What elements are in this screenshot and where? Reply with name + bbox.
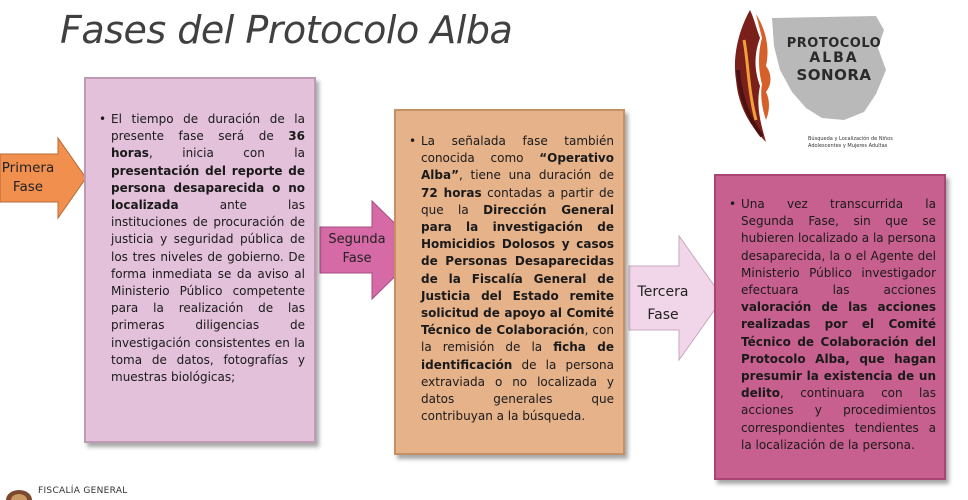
arrow-label-line2: Fase bbox=[12, 179, 44, 195]
bold-text-run: ficha de identificación bbox=[421, 340, 614, 372]
arrow-label-line1: Tercera bbox=[637, 284, 689, 300]
fase-3-description bbox=[714, 174, 946, 480]
footer bbox=[0, 486, 200, 498]
bold-text-run: “Operativo Alba” bbox=[421, 151, 614, 183]
arrow-label-line2: Fase bbox=[342, 251, 372, 266]
bold-text-run: 72 horas bbox=[421, 185, 482, 200]
bold-text-run: 36 horas bbox=[111, 129, 305, 161]
arrow-label-line1: Primera bbox=[1, 160, 55, 176]
arrow-tercera-fase bbox=[629, 236, 723, 360]
logo-caption-line2: Adolescentes y Mujeres Adultas bbox=[808, 143, 888, 149]
logo-caption-line1: Búsqueda y Localización de Niños bbox=[808, 136, 893, 142]
logo-text-protocolo: PROTOCOLO bbox=[786, 36, 882, 51]
bold-text-run: Dirección General para la investigación de Homicidios Dolosos y casos de Personas Desaparecidas de la Fiscalía General de Justicia del Estado remite solicitud de apoyo al Comité Técnico de Colaboración bbox=[421, 202, 615, 338]
text-run: La señalada fase también conocida como bbox=[421, 134, 614, 166]
footer-text: FISCALÍA GENERAL bbox=[38, 486, 128, 496]
arrow-primera-fase bbox=[0, 138, 86, 218]
text-run: , continuara con las acciones y procedimientos correspondientes tendientes a la localización de la persona. bbox=[741, 386, 936, 452]
fase-2-description bbox=[394, 109, 625, 455]
text-run: contadas a partir de que la bbox=[421, 185, 614, 217]
fase-1-bullet bbox=[111, 111, 305, 386]
text-run: , tiene una duración de bbox=[458, 168, 614, 183]
logo-text-sonora: SONORA bbox=[796, 66, 872, 84]
bold-text-run: valoración de las acciones realizadas por el Comité Técnico de Colaboración del Protocolo Alba, que hagan presumir la existencia de un delito bbox=[741, 300, 936, 401]
text-run: de la persona extraviada o no localizada y datos generales que contribuyan a la búsqueda. bbox=[421, 357, 614, 424]
fase-2-bullet bbox=[421, 133, 614, 425]
text-run: ante las instituciones de procuración de justicia y seguridad pública de los tres niveles de gobierno. De forma inmediata se da aviso al Ministerio Público competente para la realización de las primeras diligencias de investigación consistentes en la toma de datos, fotografías y muestras biológicas; bbox=[111, 198, 305, 385]
text-run: Una vez transcurrida la Segunda Fase, sin que se hubieren localizado a la persona desaparecida, la o el Agente del Ministerio Público investigador efectuara las acciones bbox=[741, 197, 936, 298]
arrow-label-line1: Segunda bbox=[328, 232, 386, 247]
text-run: , inicia con la bbox=[148, 146, 305, 161]
page-title: Fases del Protocolo Alba bbox=[60, 8, 513, 52]
fase-3-bullet bbox=[741, 196, 936, 454]
protocolo-alba-sonora-logo bbox=[726, 0, 956, 160]
arrow-label-line2: Fase bbox=[647, 307, 679, 323]
fase-1-description bbox=[84, 77, 316, 443]
text-run: , con la remisión de la bbox=[421, 323, 614, 355]
bold-text-run: presentación del reporte de persona desaparecida o no localizada bbox=[111, 163, 305, 213]
logo-text-alba: ALBA bbox=[809, 50, 859, 66]
text-run: El tiempo de duración de la presente fase será de bbox=[111, 112, 305, 144]
